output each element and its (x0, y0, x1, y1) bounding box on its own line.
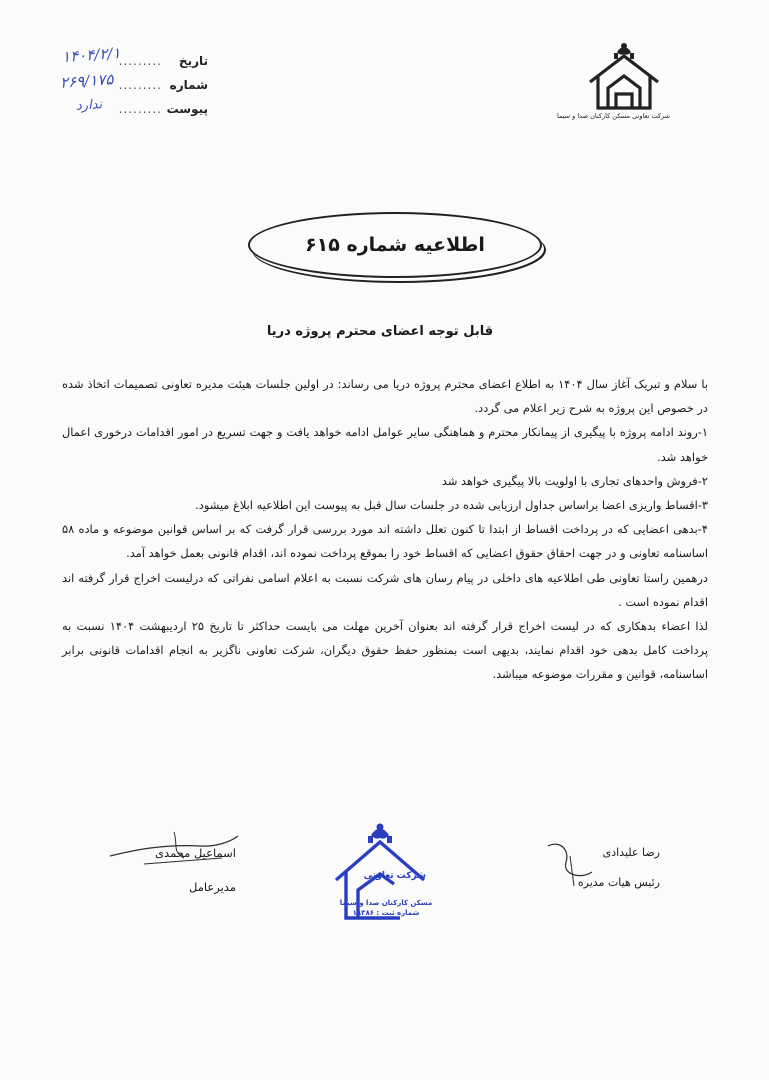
ceo-signature-icon (104, 822, 244, 872)
chairman-name: رضا علیدادی (602, 846, 660, 859)
paragraph-item-1: ۱-روند ادامه پروژه با پیگیری از پیمانکار محترم و هماهنگی سایر عوامل ادامه خواهد یافت و جهت تسریع در امور اقدامات درخوری اعمال خواهد شد. (62, 425, 708, 464)
stamp-text-block (338, 898, 434, 918)
company-logo-icon (584, 38, 664, 122)
page-title: اطلاعیه شماره ۶۱۵ (305, 234, 485, 256)
paragraph-intro: با سلام و تبریک آغاز سال ۱۴۰۴ به اطلاع اعضای محترم پروژه دریا می رساند: در اولین جلسات هیئت مدیره تعاونی تصمیمات اتخاذ شده در خصوص این پروژه به شرح زیر اعلام می گردد. (62, 377, 708, 416)
attachment-label: پیوست (166, 102, 208, 116)
chairman-signature-icon (540, 836, 600, 896)
company-stamp-icon (328, 818, 440, 938)
ceo-title: مدیرعامل (189, 880, 236, 894)
title-oval (248, 212, 542, 278)
paragraph-deadline: لذا اعضاء بدهکاری که در لیست اخراج قرار گرفته اند بعنوان آخرین مهلت می بایست حداکثر تا تاریخ ۲۵ اردیبهشت ۱۴۰۴ نسبت به پرداخت کامل بدهی خود اقدام نمایند، بدیهی است بمنظور حفظ حقوق دیگران، شرکت تعاونی ناگزیر به انجام اقدامات قانونی برابر اساسنامه، قوانین و مقررات موضوعه میباشد. (62, 619, 708, 682)
number-dots: ......... (118, 78, 162, 92)
attachment-dots: ......... (118, 102, 162, 116)
date-dots: ......... (118, 54, 162, 68)
paragraph-exclusion-list: درهمین راستا تعاونی طی اطلاعیه های داخلی در پیام رسان های شرکت نسبت به اعلام اسامی نفراتی که درلیست اخراج قرار گرفته اند اقدام نموده است . (62, 570, 708, 609)
letter-body (62, 372, 708, 687)
paragraph-item-3: ۳-اقساط واریزی اعضا براساس جداول ارزیابی شده در جلسات سال قبل به پیوست این اطلاعیه ابلاغ میشود. (195, 498, 708, 513)
stamp-line-2: مسکن کارکنان صدا و سیما (339, 899, 433, 907)
paragraph-item-4: ۴-بدهی اعضایی که در پرداخت اقساط از ابتدا تا کنون تعلل داشته اند مورد بررسی قرار گرفت که بر اساس قوانین موضوعه و ماده ۵۸ اساسنامه تعاونی و در جهت احقاق حقوق اعضایی که اقساط خود را بموقع پرداخت نموده اند، اقدام قانونی بعمل خواهد آمد. (62, 522, 708, 561)
handwritten-attachment: ندارد (75, 97, 103, 114)
stamp-line-1: شرکت تعاونی (363, 871, 426, 881)
handwritten-number: ۲۶۹/۱۷۵ (59, 70, 114, 92)
chairman-title: رئیس هیات مدیره (577, 876, 660, 889)
handwritten-date: ۱۴۰۴/۲/۱ (61, 43, 122, 67)
paragraph-item-2: ۲-فروش واحدهای تجاری با اولویت بالا پیگیری خواهد شد (441, 473, 708, 488)
date-label: تاریخ (178, 54, 208, 68)
number-label: شماره (169, 78, 208, 92)
subtitle: قابل توجه اعضای محترم پروژه دریا (266, 324, 494, 339)
logo-caption: شرکت تعاونی مسکن کارکنان صدا و سیما (556, 112, 670, 120)
stamp-line-3: شماره ثبت : ۱۸۳۸۶ (352, 909, 420, 917)
ceo-name: اسماعیل محمدی (155, 846, 236, 860)
